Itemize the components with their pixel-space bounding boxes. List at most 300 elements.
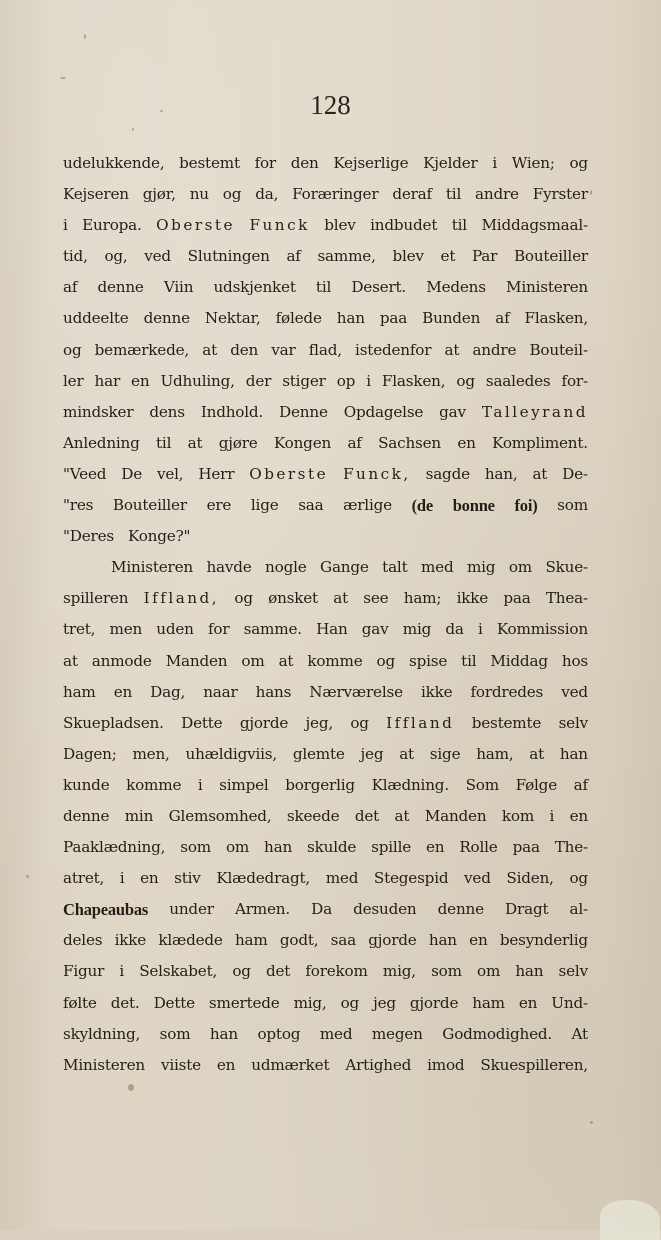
word: Kongen xyxy=(273,433,332,452)
word: nu xyxy=(189,185,209,204)
word: Skuespilleren, xyxy=(480,1055,588,1074)
word: en xyxy=(425,838,445,857)
word: Udhuling, xyxy=(160,371,235,390)
word: deles xyxy=(63,931,103,950)
word: gjorde xyxy=(409,993,459,1012)
word: i xyxy=(549,806,555,825)
word: forekom xyxy=(305,962,368,981)
word: af xyxy=(63,278,78,297)
word: Da xyxy=(311,900,332,919)
word: følede xyxy=(275,309,322,328)
word: og xyxy=(569,154,588,172)
word: Viin xyxy=(163,278,194,297)
word: paa xyxy=(512,838,540,857)
word: Ministeren xyxy=(506,278,588,297)
word: viiste xyxy=(160,1055,201,1074)
word: ved xyxy=(561,682,588,701)
text-line xyxy=(63,894,588,925)
word: da, xyxy=(255,185,279,204)
word: for xyxy=(254,154,276,172)
word: Dag, xyxy=(150,682,186,701)
word: Nærværelse xyxy=(309,682,403,701)
word: tid, xyxy=(63,247,88,266)
word: sagde xyxy=(425,464,470,483)
word: nogle xyxy=(265,558,307,577)
word: Skue- xyxy=(545,558,588,577)
word: ham, xyxy=(476,744,514,763)
word: ikke xyxy=(420,682,453,701)
word: denne xyxy=(97,278,144,297)
word: vel, xyxy=(156,464,184,483)
word: og xyxy=(340,993,360,1012)
word: og, xyxy=(104,247,128,266)
word: Wien; xyxy=(511,154,555,172)
word: i xyxy=(492,154,497,172)
text-line xyxy=(63,210,588,241)
word: Klædning. xyxy=(371,775,449,794)
word: Manden xyxy=(424,806,487,825)
word: en xyxy=(569,806,588,825)
word: Bunden xyxy=(422,309,481,328)
word: han, xyxy=(484,464,518,483)
word: Foræringer xyxy=(292,185,379,204)
text-line xyxy=(63,366,588,397)
word: gjorde xyxy=(368,931,417,950)
text-line xyxy=(63,552,588,583)
word: ønsket xyxy=(268,589,318,608)
paper-speck xyxy=(128,1084,134,1091)
word: Middag xyxy=(490,651,548,670)
word: The- xyxy=(554,838,588,857)
word: en xyxy=(469,931,488,950)
word: og xyxy=(569,869,588,888)
word: har xyxy=(94,371,121,390)
word: talt xyxy=(382,558,408,577)
word: til xyxy=(451,216,467,235)
word: Kejserlige xyxy=(333,154,409,172)
word: Fyrster xyxy=(532,185,588,204)
word: selv xyxy=(558,962,588,981)
paper-speck xyxy=(84,34,86,39)
word: at xyxy=(278,651,294,670)
word: under xyxy=(169,900,214,919)
word: en xyxy=(113,682,133,701)
word: see xyxy=(363,589,389,608)
word: Paaklædning, xyxy=(63,838,166,857)
word: hos xyxy=(561,651,588,670)
word: men xyxy=(109,620,143,639)
word: Kompliment. xyxy=(492,433,588,452)
text-line xyxy=(63,708,588,739)
word: som xyxy=(431,962,462,981)
word: Som xyxy=(465,775,499,794)
word: ler xyxy=(63,371,84,390)
word: ikke xyxy=(114,931,147,950)
word: en xyxy=(131,371,150,390)
word: saa xyxy=(298,496,324,515)
page-number: 128 xyxy=(310,90,351,120)
word: kunde xyxy=(63,775,110,794)
word: dens xyxy=(149,402,185,421)
word: der xyxy=(245,371,272,390)
word: foi) xyxy=(514,496,538,516)
word: ere xyxy=(206,496,232,515)
word: Siden, xyxy=(506,869,554,888)
word: tret, xyxy=(63,620,96,639)
word: og xyxy=(63,340,82,359)
word: samme, xyxy=(317,247,376,266)
word: istedenfor xyxy=(355,340,432,359)
word: i xyxy=(366,371,371,390)
word: flad, xyxy=(308,340,342,359)
word: Flasken, xyxy=(524,309,588,328)
text-line xyxy=(63,988,588,1019)
word: han xyxy=(559,744,588,763)
text-line xyxy=(63,832,588,863)
word: op xyxy=(336,371,356,390)
word: sige xyxy=(429,744,461,763)
word: og xyxy=(222,185,242,204)
word: Sachsen xyxy=(378,433,441,452)
word: Bouteiller xyxy=(112,496,187,515)
word: Oberste xyxy=(156,216,235,235)
word: mig, xyxy=(293,993,327,1012)
text-line xyxy=(63,148,588,179)
word: besynderlig xyxy=(499,931,588,950)
text-line xyxy=(63,863,588,894)
word: at xyxy=(444,340,460,359)
word: paa xyxy=(379,309,408,328)
word: jeg xyxy=(360,744,384,763)
word: til xyxy=(445,185,462,204)
word: som xyxy=(180,838,211,857)
text-line xyxy=(63,1019,588,1050)
word: til xyxy=(156,433,172,452)
word: da xyxy=(445,620,464,639)
word: optog xyxy=(257,1024,301,1043)
word: komme xyxy=(126,775,182,794)
word: Rolle xyxy=(459,838,498,857)
text-line xyxy=(63,614,588,645)
text-line xyxy=(63,459,588,490)
word: Ministeren xyxy=(111,558,193,577)
word: skeede xyxy=(286,806,340,825)
word: selv xyxy=(558,713,588,732)
word: følte xyxy=(63,993,97,1012)
word: Medens xyxy=(426,278,486,297)
word: Und- xyxy=(551,993,588,1012)
word: den xyxy=(290,154,319,172)
word: bestemt xyxy=(179,154,240,172)
word: denne xyxy=(63,806,110,825)
word: i xyxy=(197,775,203,794)
word: om xyxy=(508,558,532,577)
word: han xyxy=(428,931,457,950)
word: ved xyxy=(144,247,171,266)
word: gav xyxy=(361,620,389,639)
paper-speck xyxy=(590,1121,593,1124)
word: den xyxy=(230,340,259,359)
word: af xyxy=(347,433,362,452)
word: jeg xyxy=(373,993,396,1012)
word: Funck xyxy=(249,216,310,235)
word: Talleyrand xyxy=(481,402,588,421)
word: i xyxy=(119,962,125,981)
text-line xyxy=(63,583,588,614)
word: imod xyxy=(427,1055,465,1074)
word: som xyxy=(159,1024,191,1043)
word: at xyxy=(202,340,217,359)
word: at xyxy=(399,744,414,763)
text-line xyxy=(63,801,588,832)
word: spille xyxy=(371,838,412,857)
word: han xyxy=(515,962,544,981)
text-line xyxy=(63,303,588,334)
word: Manden xyxy=(165,651,228,670)
word: mig, xyxy=(382,962,416,981)
text-line xyxy=(63,1050,588,1081)
word: glemte xyxy=(292,744,345,763)
word: At xyxy=(571,1024,588,1043)
word: Bouteil- xyxy=(529,340,588,359)
word: De xyxy=(121,464,142,483)
word: bestemte xyxy=(471,713,542,732)
paper-speck xyxy=(26,875,29,878)
word: mig xyxy=(402,620,432,639)
word: stiv xyxy=(174,869,201,888)
word: Klædedragt, xyxy=(216,869,311,888)
word: Gange xyxy=(320,558,369,577)
word: spilleren xyxy=(63,589,129,608)
word: andre xyxy=(475,185,519,204)
word: ham xyxy=(234,931,268,950)
word: Konge?" xyxy=(128,527,191,546)
word: udskjenket xyxy=(213,278,296,297)
word: (de xyxy=(411,496,434,516)
word: mig xyxy=(466,558,496,577)
word: uden xyxy=(156,620,194,639)
word: al- xyxy=(569,900,588,919)
word: Funck, xyxy=(343,464,411,483)
word: at xyxy=(187,433,203,452)
word: Dette xyxy=(181,713,223,732)
word: et xyxy=(440,247,456,266)
word: gjorde xyxy=(239,713,289,732)
word: ikke xyxy=(456,589,489,608)
word: Anledning xyxy=(63,433,140,452)
word: Glemsomhed, xyxy=(168,806,272,825)
word: fordredes xyxy=(470,682,544,701)
word: Artighed xyxy=(345,1055,412,1074)
word: i xyxy=(477,620,483,639)
word: desuden xyxy=(353,900,417,919)
word: som xyxy=(557,496,588,515)
word: mindsker xyxy=(63,402,134,421)
word: han xyxy=(336,309,365,328)
paper-speck xyxy=(60,77,66,79)
word: for xyxy=(207,620,230,639)
word: uhældigviis, xyxy=(185,744,278,763)
word: det. xyxy=(110,993,140,1012)
word: Dette xyxy=(153,993,195,1012)
word: kom xyxy=(501,806,535,825)
word: Armen. xyxy=(234,900,290,919)
word: for- xyxy=(561,371,588,390)
word: jeg, xyxy=(305,713,333,732)
word: borgerlig xyxy=(285,775,355,794)
word: saaledes xyxy=(485,371,551,390)
paper-stain xyxy=(600,1200,660,1240)
word: Dagen; xyxy=(63,744,117,763)
word: til xyxy=(461,651,477,670)
word: ved xyxy=(464,869,491,888)
text-line xyxy=(63,241,588,272)
text-line xyxy=(63,490,588,521)
word: saa xyxy=(330,931,356,950)
word: samme. xyxy=(243,620,302,639)
paper-speck xyxy=(590,190,592,195)
text-line xyxy=(63,397,588,428)
word: uddeelte xyxy=(63,309,129,328)
text-line xyxy=(63,770,588,801)
word: Opdagelse xyxy=(343,402,424,421)
word: naar xyxy=(203,682,238,701)
text-line xyxy=(63,739,588,770)
word: ham xyxy=(472,993,505,1012)
text-line xyxy=(63,521,588,552)
word: Kejseren xyxy=(63,185,129,204)
word: af xyxy=(573,775,588,794)
word: skulde xyxy=(307,838,357,857)
word: stiger xyxy=(282,371,326,390)
word: af xyxy=(286,247,301,266)
word: med xyxy=(319,1024,353,1043)
word: Chapeaubas xyxy=(63,900,149,920)
word: Skuepladsen. xyxy=(63,713,164,732)
word: skyldning, xyxy=(63,1024,141,1043)
word: Bouteiller xyxy=(513,247,588,266)
word: Kjelder xyxy=(423,154,478,172)
word: Figur xyxy=(63,962,105,981)
word: paa xyxy=(503,589,531,608)
word: en xyxy=(216,1055,236,1074)
word: at xyxy=(529,744,545,763)
word: simpel xyxy=(219,775,269,794)
word: blev xyxy=(324,216,356,235)
word: De- xyxy=(562,464,588,483)
word: og xyxy=(376,651,395,670)
word: Han xyxy=(316,620,348,639)
word: en xyxy=(140,869,159,888)
word: at xyxy=(532,464,548,483)
word: gav xyxy=(439,402,466,421)
word: komme xyxy=(307,651,363,670)
text-line xyxy=(63,677,588,708)
word: Godmodighed. xyxy=(442,1024,553,1043)
word: en xyxy=(457,433,476,452)
word: at xyxy=(394,806,410,825)
word: om xyxy=(241,651,265,670)
word: med xyxy=(420,558,454,577)
word: Ministeren xyxy=(63,1055,145,1074)
word: at xyxy=(333,589,348,608)
word: godt, xyxy=(279,931,319,950)
word: at xyxy=(63,651,78,670)
paper-speck xyxy=(132,128,134,131)
word: Stegespid xyxy=(373,869,449,888)
word: det xyxy=(265,962,291,981)
text-line xyxy=(63,272,588,303)
word: Iffland, xyxy=(143,589,220,608)
word: denne xyxy=(437,900,484,919)
word: Kommission xyxy=(496,620,588,639)
word: min xyxy=(124,806,154,825)
word: men, xyxy=(132,744,170,763)
word: han xyxy=(209,1024,238,1043)
word: om xyxy=(225,838,250,857)
word: i xyxy=(119,869,125,888)
word: spise xyxy=(409,651,448,670)
word: Indhold. xyxy=(200,402,264,421)
word: "res xyxy=(63,496,94,515)
text-line xyxy=(63,646,588,677)
word: Thea- xyxy=(545,589,588,608)
word: bemærkede, xyxy=(94,340,190,359)
word: i xyxy=(63,216,68,235)
text-line xyxy=(63,428,588,459)
word: lige xyxy=(250,496,279,515)
text-line xyxy=(63,925,588,956)
word: med xyxy=(325,869,359,888)
text-line xyxy=(63,179,588,210)
word: "Veed xyxy=(63,464,107,483)
word: Europa. xyxy=(82,216,142,235)
word: Herr xyxy=(198,464,235,483)
word: Dragt xyxy=(505,900,549,919)
word: bonne xyxy=(452,496,495,516)
word: havde xyxy=(206,558,252,577)
word: en xyxy=(518,993,538,1012)
word: og xyxy=(456,371,475,390)
word: "Deres xyxy=(63,527,114,546)
word: andre xyxy=(472,340,517,359)
word: det xyxy=(354,806,380,825)
text-line xyxy=(63,956,588,987)
word: var xyxy=(271,340,296,359)
word: anmode xyxy=(91,651,152,670)
word: gjør, xyxy=(142,185,176,204)
word: Middagsmaal- xyxy=(481,216,588,235)
body-text xyxy=(63,148,588,1081)
word: Flasken, xyxy=(381,371,446,390)
word: gjøre xyxy=(218,433,258,452)
word: og xyxy=(234,589,253,608)
word: smertede xyxy=(208,993,280,1012)
text-line xyxy=(63,335,588,366)
word: af xyxy=(495,309,510,328)
word: og xyxy=(232,962,251,981)
word: Selskabet, xyxy=(139,962,218,981)
word: udelukkende, xyxy=(63,154,165,172)
word: ham xyxy=(63,682,96,701)
word: Oberste xyxy=(249,464,329,483)
word: udmærket xyxy=(251,1055,330,1074)
word: og xyxy=(350,713,369,732)
word: Nektar, xyxy=(204,309,261,328)
word: atret, xyxy=(63,869,105,888)
word: indbudet xyxy=(370,216,438,235)
word: deraf xyxy=(392,185,432,204)
